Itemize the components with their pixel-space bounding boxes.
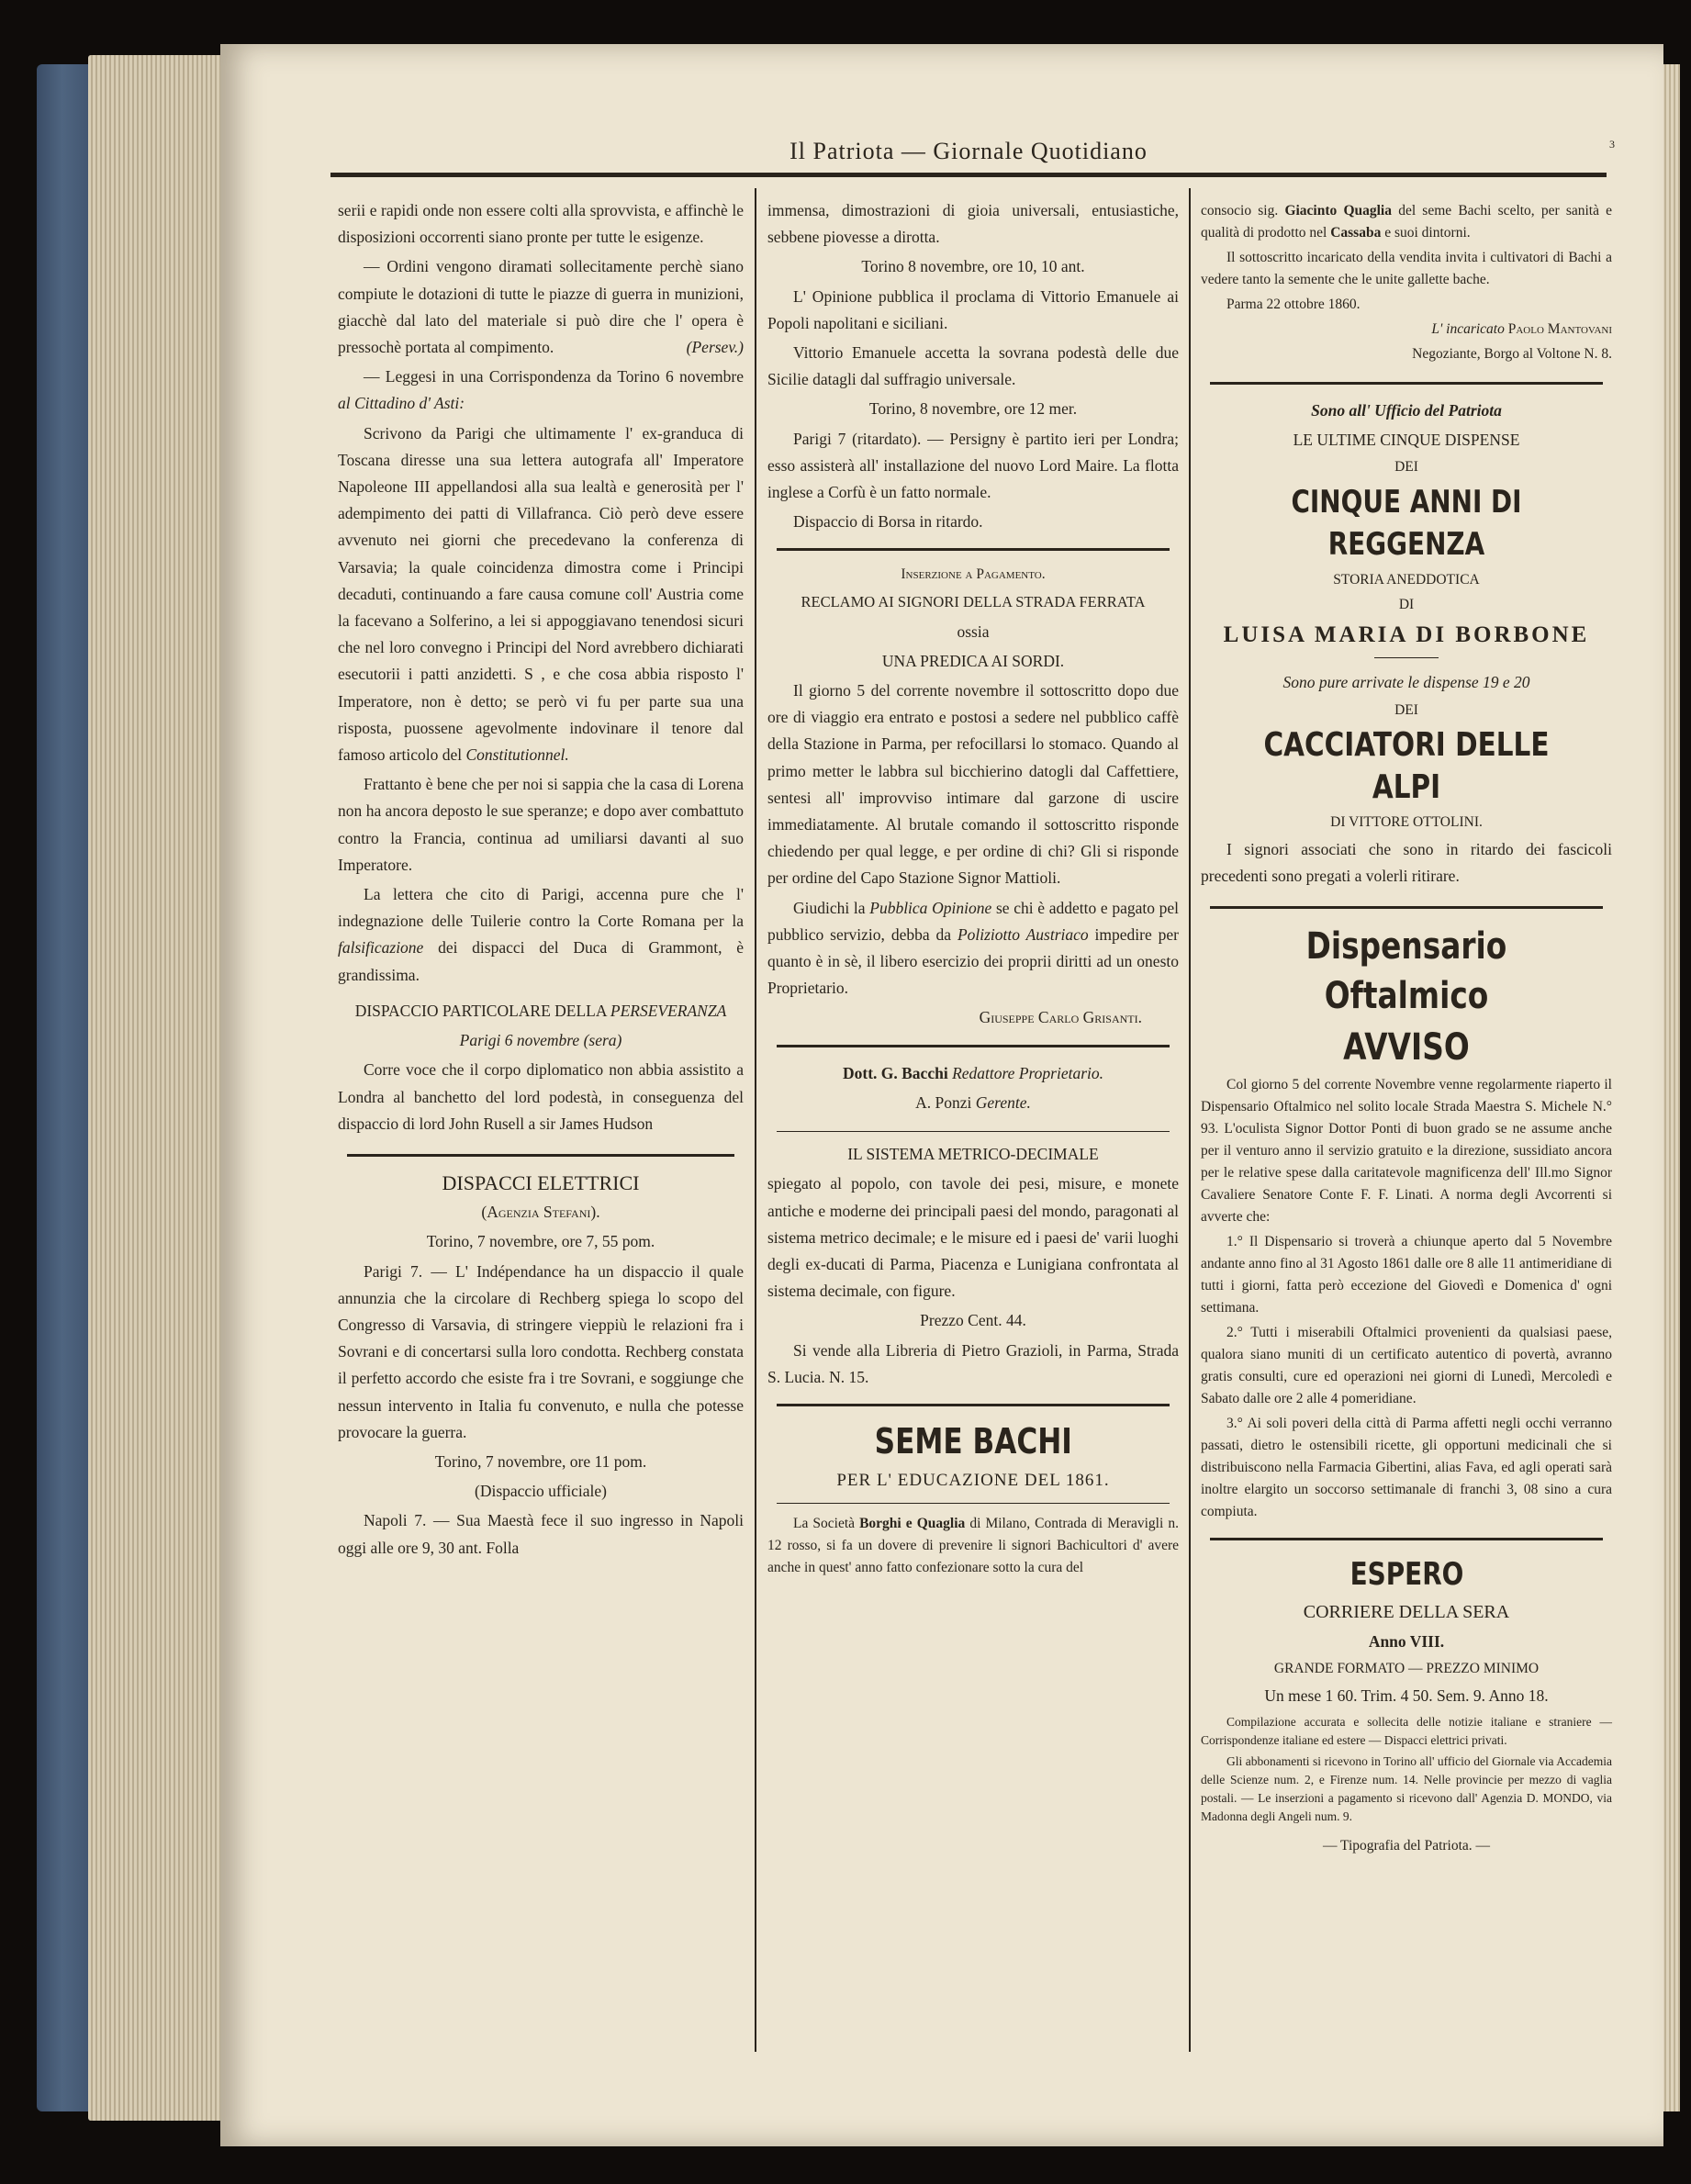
- signature-name: Paolo Mantovani: [1507, 321, 1612, 337]
- article-paragraph: immensa, dimostrazioni di gioia universali, entusiastiche, sebbene piovesse a dirotta.: [767, 201, 1179, 247]
- article-paragraph: Il giorno 5 del corrente novembre il sottoscritto dopo due ore di viaggio era entrato e postosi a sedere nel pubblico caffè della Stazione in Parma, per refocillarsi lo stomaco. Quando al primo metter le labbra sul bicchierino datogli dal Caffettiere, sentesi all' improvviso intimare dal garzone di uscire immediatamente. Al brutale comando il sottoscritto risponde chiedendo per qual legge, e per ordine di chi? Gli si risponde per ordine del Capo Stazione Signor Mattioli.: [767, 681, 1179, 888]
- ad-line: Anno VIII.: [1368, 1632, 1445, 1652]
- paragraph-italic: falsificazione: [338, 938, 424, 958]
- article-paragraph: I signori associati che sono in ritardo dei fascicoli precedenti sono pregati a volerli ritirare.: [1201, 839, 1612, 885]
- dateline: [338, 1027, 744, 1054]
- article-paragraph: serii e rapidi onde non essere colti alla sprovvista, e affinchè le disposizioni occorrenti siano pronte per tutte le esigenze.: [338, 201, 744, 247]
- ad-line: [1201, 669, 1612, 696]
- editor-line: [767, 1060, 1179, 1087]
- article-paragraph: Parigi 7 (ritardato). — Persigny è partito ieri per Londra; esso assisterà all' installazione del nuovo Lord Maire. La flotta inglese a Corfù è un fatto normale.: [767, 429, 1179, 502]
- section-heading: [338, 998, 744, 1025]
- paragraph-text: La Società: [793, 1516, 856, 1532]
- paragraph-text: se chi è addetto e pagato pel pubblico servizio, debba da: [767, 898, 1180, 944]
- article-paragraph: [767, 1513, 1179, 1579]
- signature: [1201, 319, 1612, 341]
- article-paragraph: [1201, 200, 1612, 244]
- column-2: [767, 197, 1179, 1582]
- paragraph-text: dei dispacci del Duca di Grammont, è grandissima.: [338, 938, 745, 984]
- price-line: Un mese 1 60. Trim. 4 50. Sem. 9. Anno 18.: [1264, 1686, 1549, 1706]
- subheading: UNA PREDICA AI SORDI.: [881, 651, 1065, 670]
- article-paragraph: spiegato al popolo, con tavole dei pesi, misure, e monete antiche e moderne dei principali paesi del mondo, paragonati al sistema metrico decimale; e le misure ed i paesi de' varii luoghi degli ex-ducati di Parma, Piacenza e Lunigiana confrontata al sistema decimale, con figure.: [767, 1174, 1179, 1301]
- dateline: (Dispaccio ufficiale): [475, 1482, 607, 1501]
- article-paragraph: Dispaccio di Borsa in ritardo.: [793, 512, 983, 532]
- paragraph-text: La lettera che cito di Parigi, accenna pure che l' indegnazione delle Tuilerie contro la Corte Romana per la: [338, 885, 744, 931]
- article-paragraph: Vittorio Emanuele accetta la sovrana podestà delle due Sicilie datagli dal suffragio universale.: [767, 343, 1179, 389]
- signature: Giuseppe Carlo Grisanti.: [979, 1008, 1142, 1027]
- section-rule: [1210, 382, 1603, 385]
- section-rule: [777, 1404, 1170, 1406]
- article-paragraph: Gli abbonamenti si ricevono in Torino all' ufficio del Giornale via Accademia delle Scienze num. 2, e Firenze num. 14. Nelle provincie per mezzo di vaglia postali. — Le inserzioni a pagamento si ricevono dall' Agenzia D. MONDO, via Madonna degli Angeli num. 9.: [1201, 1753, 1612, 1823]
- ad-line: DEI: [1394, 701, 1418, 718]
- ad-title: [767, 1419, 1179, 1464]
- paragraph-text: Giudichi la: [793, 898, 866, 917]
- article-paragraph: [338, 253, 744, 361]
- paragraph-text: consocio sig.: [1201, 203, 1279, 218]
- heading-italic: PERSEVERANZA: [610, 1001, 727, 1020]
- article-paragraph: Col giorno 5 del corrente Novembre venne regolarmente riaperto il Dispensario Oftalmico nel solito locale Strada Maestra S. Michele N.° 93. L'oculista Signor Dottor Ponti di buon grado se ne assume anche per il venturo anno il servizio gratuito e la direzione, sussidiato ancora per le relative spese dalla caritatevole magnificenza dell' Ill.mo Signor Cavaliere Senatore Conte F. F. Linati. A norma degli Avcorrenti si avverte che:: [1201, 1077, 1612, 1226]
- ad-line: CORRIERE DELLA SERA: [1303, 1602, 1510, 1623]
- person-name: Giacinto Quaglia: [1284, 203, 1392, 218]
- manager-line: [767, 1090, 1179, 1116]
- dateline: Parma 22 ottobre 1860.: [1226, 297, 1361, 312]
- ad-line: LE ULTIME CINQUE DISPENSE: [1293, 431, 1520, 450]
- dateline: Torino 8 novembre, ore 10, 10 ant.: [861, 257, 1085, 276]
- paragraph-text: impedire per quanto è in sè, il libero esercizio dei proprii diritti ad un onesto Proprietario.: [767, 924, 1179, 998]
- section-rule: [1210, 1538, 1603, 1540]
- small-rule: [1374, 657, 1439, 658]
- paragraph-text: e suoi dintorni.: [1384, 225, 1471, 241]
- printer-line: — Tipografia del Patriota. —: [1322, 1837, 1491, 1854]
- article-paragraph: 1.° Il Dispensario si troverà a chiunque aperto dal 5 Novembre andante anno fino al 31 Agosto 1861 dalle ore 8 alle 11 antimeridiane di tutti i giorni, fatta però eccezione del Giovedì e Domenica d' ogni settimana.: [1201, 1234, 1612, 1316]
- paragraph-italic: Poliziotto Austriaco: [957, 924, 1089, 944]
- dateline: Torino, 7 novembre, ore 11 pom.: [434, 1451, 647, 1471]
- article-paragraph: 2.° Tutti i miserabili Oftalmici provenienti da qualsiasi paese, qualora siano muniti di un certificato autentico di povertà, avranno gratis consulti, cure ed operazioni nei giorni di Lunedì, Mercoledì e Sabato dalle ore 2 alle 4 pomeridiane.: [1201, 1325, 1612, 1407]
- section-rule: [1210, 906, 1603, 909]
- signature-role: L' incaricato: [1431, 321, 1505, 337]
- editor-role: Redattore Proprietario.: [952, 1063, 1104, 1082]
- subheading: ossia: [957, 622, 990, 641]
- paragraph-text: — Leggesi in una Corrispondenza da Torino 6 novembre: [364, 367, 744, 386]
- ad-title-text: ESPERO: [1349, 1556, 1463, 1594]
- ad-title: [1201, 1553, 1612, 1596]
- ad-title-text: SEME BACHI: [874, 1420, 1072, 1462]
- ad-subtitle: PER L' EDUCAZIONE DEL 1861.: [836, 1470, 1110, 1490]
- article-paragraph: [338, 364, 744, 417]
- place-name: Cassaba: [1330, 225, 1382, 241]
- paragraph-text: di Milano, Contrada di Meravigli n. 12 rosso, si fa un dovere di prevenire li signori Bachicultori d' avere anche in quest' anno fatto confezionare sotto la cura del: [767, 1516, 1179, 1576]
- book-title: [1201, 724, 1612, 809]
- book-title: LUISA MARIA DI BORBONE: [1223, 622, 1590, 648]
- section-heading: DISPACCI ELETTRICI: [442, 1170, 640, 1194]
- ad-title: [1201, 1024, 1612, 1071]
- agency-label: (Agenzia Stefani).: [481, 1203, 600, 1222]
- paragraph-italic: Constitutionnel.: [465, 745, 569, 765]
- ad-line: DI VITTORE OTTOLINI.: [1330, 813, 1483, 830]
- paragraph-italic: al Cittadino d' Asti:: [338, 394, 465, 413]
- address: Negoziante, Borgo al Voltone N. 8.: [1412, 346, 1612, 362]
- paragraph-text: Scrivono da Parigi che ultimamente l' ex-granduca di Toscana diresse una sua lettera autografa all' Imperatore Napoleone III appellandosi alla sua lealtà e generosità per l' adempimento dei patti di Villafranca. Ciò però deve essere avvenuto nei giorni che precedevano la conferenza di Varsavia; la quale coincidenza dimostra come i Principi decaduti, continuando a fare causa comune coll' Austria come la facevano a Solferino, a lei si appoggiavano tenendosi sicuri che nel loro convegno i Principi del Nord avrebbero dichiarati esecutorii i patti anzidetti. S , e che cosa abbia risposto l' Imperatore, non è detto; se però vi fu per parte sua una risposta, puossene agevolmente indovinare il tenore dal famoso articolo del: [338, 423, 744, 765]
- paragraph-italic: Pubblica Opinione: [869, 898, 992, 917]
- article-paragraph: Frattanto è bene che per noi si sappia che la casa di Lorena non ha ancora deposto le sue speranze; e dopo aver combattuto contro la Francia, continua ad umiliarsi davanti al suo Imperatore.: [338, 775, 744, 874]
- ad-header: Sono all' Ufficio del Patriota: [1311, 401, 1502, 420]
- section-rule: [777, 1131, 1170, 1132]
- page-header: Il Patriota — Giornale Quotidiano: [790, 138, 1148, 164]
- ad-title-text: Dispensario Oftalmico: [1305, 925, 1507, 1018]
- article-paragraph: Il sottoscritto incaricato della vendita invita i cultivatori di Bachi a vedere tanto la semente che le unite gallette bache.: [1201, 250, 1612, 287]
- paragraph-text: del seme Bachi scelto, per sanità e qualità di prodotto nel: [1201, 203, 1613, 241]
- price-line: Prezzo Cent. 44.: [920, 1311, 1026, 1330]
- heading-text: DISPACCIO PARTICOLARE DELLA: [354, 1001, 607, 1020]
- section-rule: [777, 548, 1170, 551]
- article-paragraph: L' Opinione pubblica il proclama di Vittorio Emanuele ai Popoli napolitani e siciliani.: [767, 286, 1179, 332]
- section-heading: RECLAMO AI SIGNORI DELLA STRADA FERRATA: [801, 593, 1146, 611]
- ad-line: DI: [1398, 597, 1415, 613]
- section-heading: IL SISTEMA METRICO-DECIMALE: [847, 1145, 1099, 1164]
- article-paragraph: Si vende alla Libreria di Pietro Grazioli, in Parma, Strada S. Lucia. N. 15.: [767, 1340, 1179, 1386]
- manager-role: Gerente.: [975, 1092, 1031, 1112]
- section-rule: [777, 1503, 1170, 1504]
- inserzione-label: Inserzione a Pagamento.: [901, 566, 1046, 583]
- column-divider-2: [1189, 188, 1191, 2052]
- ad-line-italic: Sono pure arrivate le dispense 19 e 20: [1282, 673, 1530, 692]
- article-paragraph: Corre voce che il corpo diplomatico non abbia assistito a Londra al banchetto del lord podestà, in conseguenza del dispaccio di lord John Rusell a sir James Hudson: [338, 1060, 744, 1133]
- article-paragraph: 3.° Ai soli poveri della città di Parma affetti negli occhi verranno passati, dietro le ostensibili ricette, gli opportuni medicinali che si distribuiscono nella Farmacia Gibertini, alias Fava, ed agli operati sarà inoltre elargito un soccorso settimanale di franchi 3, 08 sino a cura compiuta.: [1201, 1416, 1612, 1520]
- editor-name: Dott. G. Bacchi: [842, 1063, 948, 1082]
- article-paragraph: Napoli 7. — Sua Maestà fece il suo ingresso in Napoli oggi alle ore 9, 30 ant. Folla: [338, 1511, 744, 1557]
- section-rule: [347, 1154, 734, 1157]
- column-1: [338, 197, 744, 1564]
- manager-name: A. Ponzi: [915, 1092, 972, 1112]
- article-paragraph: Compilazione accurata e sollecita delle notizie italiane e straniere — Corrispondenze italiane ed estere — Dispacci elettrici privati.: [1201, 1714, 1612, 1747]
- article-paragraph: [338, 881, 744, 989]
- article-paragraph: [767, 895, 1179, 1002]
- paragraph-text: — Ordini vengono diramati sollecitamente perchè siano compiute le dotazioni di tutte le piazze di guerra in munizioni, giacchè dal lato del materiale si può dire che l' opera è pressochè portata al compimento.: [338, 257, 744, 357]
- article-paragraph: [338, 420, 744, 769]
- section-rule: [777, 1045, 1170, 1047]
- column-divider-1: [755, 188, 756, 2052]
- dateline: Torino, 8 novembre, ore 12 mer.: [868, 399, 1078, 419]
- page-mark: 3: [1609, 138, 1615, 151]
- company-name: Borghi e Quaglia: [859, 1516, 966, 1532]
- article-paragraph: Parigi 7. — L' Indépendance ha un dispaccio il quale annunzia che la circolare di Rechberg spiega lo scopo del Congresso di Varsavia, di stringere vieppiù le relazioni fra i Sovrani e di concertarsi sulla loro condotta. Rechberg constata il perfetto accordo che esiste fra i tre Sovrani, e soggiunge che nessun intervento in Italia fu convenuto, e nulla che potesse provocare la guerra.: [338, 1261, 744, 1441]
- book-title-text: CINQUE ANNI DI REGGENZA: [1291, 484, 1522, 564]
- column-3: [1201, 200, 1612, 1860]
- dateline: Torino, 7 novembre, ore 7, 55 pom.: [426, 1232, 655, 1251]
- ad-line: DEI: [1394, 459, 1418, 476]
- ad-line: STORIA ANEDDOTICA: [1333, 572, 1480, 588]
- header-rule: [330, 173, 1607, 177]
- source-tag: (Persev.): [686, 338, 744, 357]
- ad-title-text: AVVISO: [1343, 1026, 1470, 1070]
- book-title: [1201, 481, 1612, 566]
- ad-title: [1201, 922, 1612, 1021]
- dateline-text: Parigi 6 novembre (sera): [459, 1031, 622, 1050]
- book-title-text: CACCIATORI DELLE ALPI: [1263, 725, 1550, 806]
- ad-line: GRANDE FORMATO — PREZZO MINIMO: [1273, 1661, 1540, 1677]
